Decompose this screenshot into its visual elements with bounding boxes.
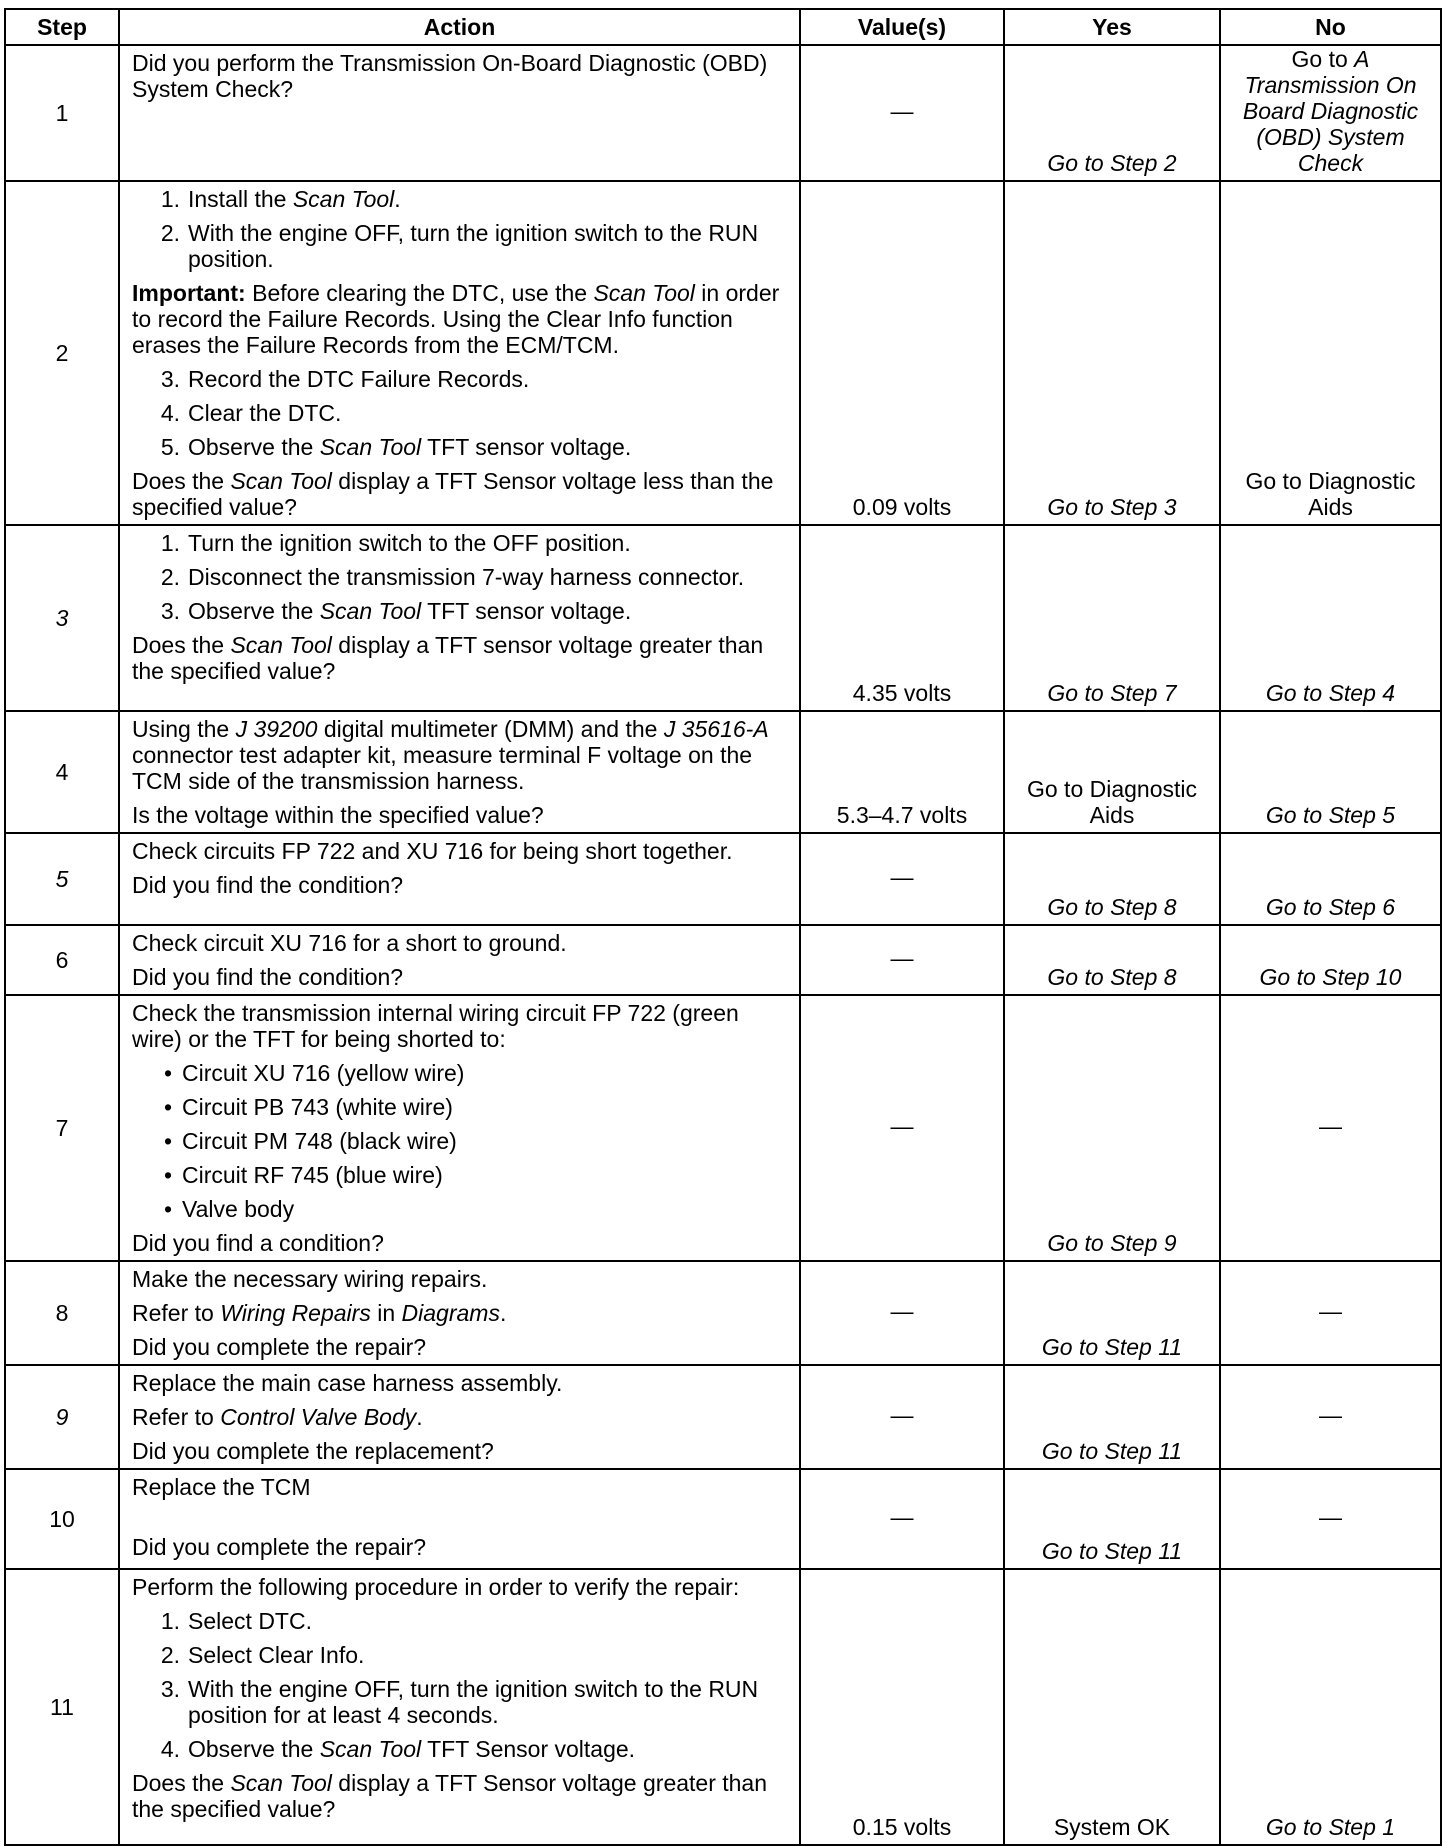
yes-cell: Go to Step 2	[1004, 45, 1220, 181]
action-cell	[119, 525, 800, 711]
no-cell: —	[1220, 1261, 1441, 1365]
step-number: 9	[5, 1365, 119, 1469]
no-cell	[1220, 45, 1441, 181]
table-row-step-2	[5, 181, 1441, 525]
table-row-step-1	[5, 45, 1441, 181]
action-cell	[119, 995, 800, 1261]
action-text: Check the transmission internal wiring circuit FP 722 (green wire) or the TFT for being shorted to:	[132, 1000, 739, 1052]
important-note: Important: Before clearing the DTC, use the Scan Tool in order to record the Failure Records. Using the Clear Info function erases the Failure Records from the ECM/TCM.	[132, 280, 780, 358]
step-number: 8	[5, 1261, 119, 1365]
step-number: 1	[5, 45, 119, 181]
header-step: Step	[5, 9, 119, 45]
action-question: Does the Scan Tool display a TFT Sensor voltage less than the specified value?	[132, 468, 774, 520]
yes-cell: Go to Step 8	[1004, 833, 1220, 925]
action-text: Perform the following procedure in order to verify the repair:	[132, 1574, 740, 1600]
value-cell: —	[800, 45, 1004, 181]
list-item: 3. Record the DTC Failure Records.	[160, 366, 530, 392]
no-cell: Go to Diagnostic Aids	[1220, 181, 1441, 525]
action-cell	[119, 711, 800, 833]
step-number: 7	[5, 995, 119, 1261]
table-row-step-5	[5, 833, 1441, 925]
step-number: 5	[5, 833, 119, 925]
table-header-row	[5, 9, 1441, 45]
action-reference: Refer to Wiring Repairs in Diagrams.	[132, 1300, 507, 1326]
table-row-step-8	[5, 1261, 1441, 1365]
list-item: 2. With the engine OFF, turn the ignition switch to the RUN position.	[160, 220, 759, 272]
action-question: Did you find a condition?	[132, 1230, 384, 1256]
yes-cell: Go to Step 8	[1004, 925, 1220, 995]
yes-cell: Go to Step 11	[1004, 1469, 1220, 1569]
value-cell: —	[800, 1469, 1004, 1569]
no-link: A Transmission On Board Diagnostic (OBD) System Check	[1242, 46, 1419, 176]
list-item: 4. Observe the Scan Tool TFT Sensor voltage.	[160, 1736, 636, 1762]
value-cell: 0.15 volts	[800, 1569, 1004, 1845]
value-cell: 4.35 volts	[800, 525, 1004, 711]
action-question: Did you find the condition?	[132, 872, 404, 898]
header-yes: Yes	[1004, 9, 1220, 45]
yes-cell: Go to Step 9	[1004, 995, 1220, 1261]
action-question: Does the Scan Tool display a TFT Sensor voltage greater than the specified value?	[132, 1770, 768, 1822]
table-row-step-11	[5, 1569, 1441, 1845]
table-row-step-7	[5, 995, 1441, 1261]
action-text: Using the J 39200 digital multimeter (DMM) and the J 35616-A connector test adapter kit, measure terminal F voltage on the TCM side of the transmission harness.	[132, 716, 769, 794]
step-number: 3	[5, 525, 119, 711]
no-cell: Go to Step 1	[1220, 1569, 1441, 1845]
diagnostic-table	[4, 8, 1442, 1846]
list-item: • Circuit PB 743 (white wire)	[163, 1094, 453, 1120]
header-no: No	[1220, 9, 1441, 45]
action-question: Did you complete the repair?	[132, 1534, 427, 1560]
action-cell	[119, 925, 800, 995]
action-cell	[119, 1569, 800, 1845]
list-item: 3. Observe the Scan Tool TFT sensor voltage.	[160, 598, 632, 624]
yes-cell: Go to Step 11	[1004, 1261, 1220, 1365]
yes-cell: Go to Step 7	[1004, 525, 1220, 711]
action-text: Replace the main case harness assembly.	[132, 1370, 563, 1396]
step-number: 4	[5, 711, 119, 833]
table-row-step-4	[5, 711, 1441, 833]
no-cell: —	[1220, 995, 1441, 1261]
action-text: Replace the TCM	[132, 1474, 311, 1500]
value-cell: —	[800, 1365, 1004, 1469]
value-cell: 0.09 volts	[800, 181, 1004, 525]
action-cell	[119, 833, 800, 925]
action-text: Check circuits FP 722 and XU 716 for being short together.	[132, 838, 733, 864]
list-item: 1. Install the Scan Tool.	[160, 186, 401, 212]
value-cell: —	[800, 1261, 1004, 1365]
table-row-step-6	[5, 925, 1441, 995]
value-cell: —	[800, 995, 1004, 1261]
list-item: 4. Clear the DTC.	[160, 400, 342, 426]
yes-cell: Go to Diagnostic Aids	[1004, 711, 1220, 833]
no-prefix: Go to	[1291, 46, 1348, 72]
header-values: Value(s)	[800, 9, 1004, 45]
value-cell: —	[800, 925, 1004, 995]
action-cell	[119, 45, 800, 181]
list-item: 5. Observe the Scan Tool TFT sensor voltage.	[160, 434, 632, 460]
action-question: Did you complete the repair?	[132, 1334, 427, 1360]
list-item: • Valve body	[163, 1196, 295, 1222]
action-reference: Refer to Control Valve Body.	[132, 1404, 423, 1430]
no-cell: Go to Step 4	[1220, 525, 1441, 711]
table-row-step-9	[5, 1365, 1441, 1469]
action-question: Does the Scan Tool display a TFT sensor voltage greater than the specified value?	[132, 632, 764, 684]
list-item: 3. With the engine OFF, turn the ignition switch to the RUN position for at least 4 seconds.	[160, 1676, 759, 1728]
action-cell	[119, 1261, 800, 1365]
value-cell: —	[800, 833, 1004, 925]
list-item: • Circuit XU 716 (yellow wire)	[163, 1060, 465, 1086]
table-row-step-10	[5, 1469, 1441, 1569]
action-cell	[119, 1469, 800, 1569]
action-question: Did you perform the Transmission On-Board Diagnostic (OBD) System Check?	[132, 50, 768, 102]
no-cell: Go to Step 10	[1220, 925, 1441, 995]
no-cell: Go to Step 6	[1220, 833, 1441, 925]
list-item: 2. Select Clear Info.	[160, 1642, 365, 1668]
action-question: Did you complete the replacement?	[132, 1438, 494, 1464]
action-cell	[119, 181, 800, 525]
no-cell: —	[1220, 1469, 1441, 1569]
action-text: Make the necessary wiring repairs.	[132, 1266, 488, 1292]
action-question: Did you find the condition?	[132, 964, 404, 990]
action-cell	[119, 1365, 800, 1469]
step-number: 10	[5, 1469, 119, 1569]
step-number: 2	[5, 181, 119, 525]
step-number: 11	[5, 1569, 119, 1845]
action-text: Check circuit XU 716 for a short to ground.	[132, 930, 567, 956]
table-row-step-3	[5, 525, 1441, 711]
action-question: Is the voltage within the specified value?	[132, 802, 544, 828]
header-action: Action	[119, 9, 800, 45]
list-item: 1. Select DTC.	[160, 1608, 312, 1634]
no-cell: Go to Step 5	[1220, 711, 1441, 833]
yes-cell: Go to Step 3	[1004, 181, 1220, 525]
list-item: • Circuit RF 745 (blue wire)	[163, 1162, 443, 1188]
list-item: 2. Disconnect the transmission 7-way harness connector.	[160, 564, 745, 590]
yes-cell: Go to Step 11	[1004, 1365, 1220, 1469]
no-cell: —	[1220, 1365, 1441, 1469]
list-item: 1. Turn the ignition switch to the OFF position.	[160, 530, 631, 556]
yes-cell: System OK	[1004, 1569, 1220, 1845]
list-item: • Circuit PM 748 (black wire)	[163, 1128, 457, 1154]
step-number: 6	[5, 925, 119, 995]
value-cell: 5.3–4.7 volts	[800, 711, 1004, 833]
